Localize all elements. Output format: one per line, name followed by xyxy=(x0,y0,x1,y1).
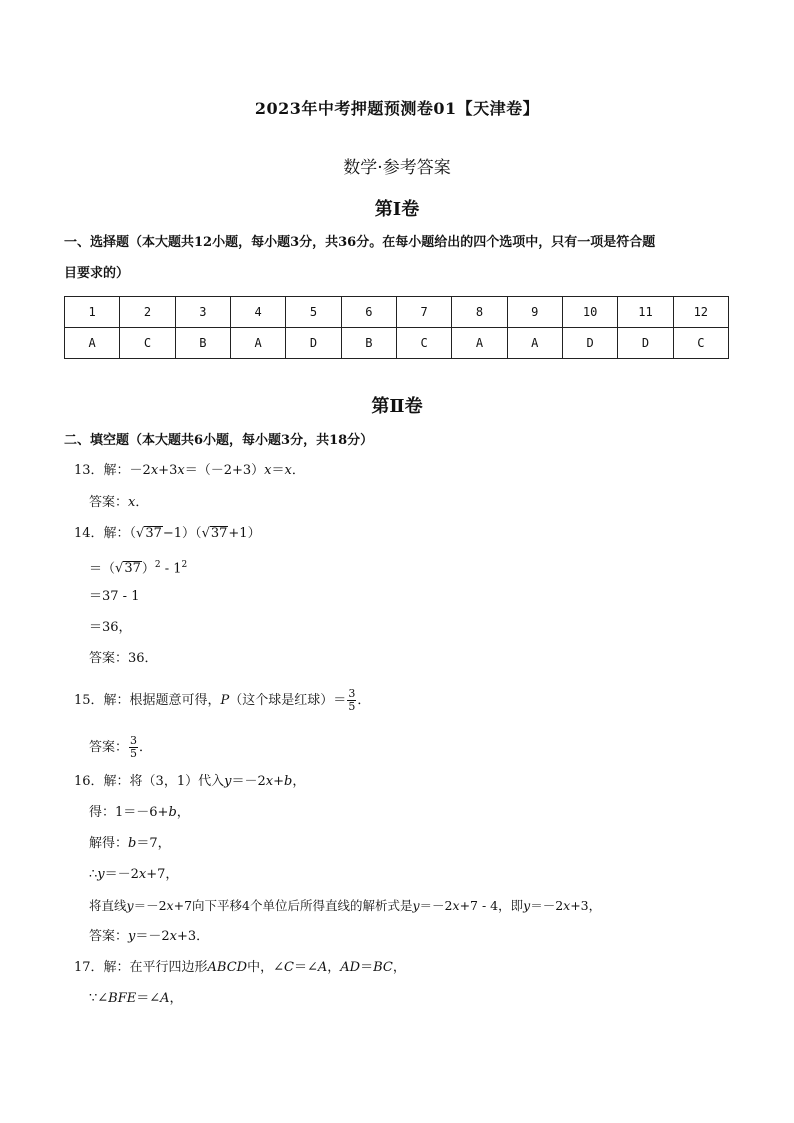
q14-step-line xyxy=(89,556,187,578)
q16-step-line xyxy=(89,804,190,822)
text-segment: ＝（ xyxy=(89,561,116,577)
q14-step-line: ＝37 - 1 xyxy=(89,589,140,604)
variable: y xyxy=(224,774,232,789)
text-segment: ． xyxy=(139,740,153,755)
variable: x xyxy=(177,463,185,478)
answer-cell: A xyxy=(230,328,285,359)
part1-heading-line2: 目要求的） xyxy=(64,266,130,281)
text-segment: 14．解：（ xyxy=(74,526,137,541)
q14-step-line: ＝36， xyxy=(89,620,132,635)
answer-cell: B xyxy=(341,328,396,359)
text-segment: ． xyxy=(357,693,371,708)
text-segment: ） xyxy=(141,561,155,577)
text-segment: +3． xyxy=(177,929,210,944)
answer-cell: A xyxy=(65,328,120,359)
question-number-cell: 2 xyxy=(120,297,175,328)
variable: ABCD xyxy=(207,960,248,975)
fraction-numerator: 3 xyxy=(348,687,356,700)
exponent: 2 xyxy=(154,560,161,570)
answer-cell: D xyxy=(618,328,673,359)
text-segment: 15．解：根据题意可得， xyxy=(74,693,221,708)
variable: y xyxy=(97,867,105,882)
text-segment: ＝ xyxy=(360,960,374,975)
variable: BC xyxy=(373,960,393,975)
answer-cell: A xyxy=(507,328,562,359)
text-segment: 16．解：将（3，1）代入 xyxy=(74,774,225,789)
q17-step-line xyxy=(89,990,183,1008)
answer-cell: C xyxy=(673,328,728,359)
text-segment: ， xyxy=(169,991,183,1006)
variable: x xyxy=(284,463,292,478)
variable: b xyxy=(283,774,293,789)
q15-answer-line xyxy=(89,735,152,760)
text-segment: +3 xyxy=(158,463,178,478)
variable: x xyxy=(128,495,136,510)
sqrt-symbol: √37 xyxy=(136,526,162,541)
text-segment: ＝－2 xyxy=(231,774,266,789)
q13-solution-line xyxy=(74,462,305,480)
q15-solution-line xyxy=(74,688,370,713)
document-subtitle: 数学·参考答案 xyxy=(343,158,451,178)
variable: x xyxy=(452,898,460,913)
fraction xyxy=(347,688,356,713)
text-segment: ， xyxy=(292,774,306,789)
variable: BFE xyxy=(108,991,137,1006)
text-segment: +7， xyxy=(146,867,179,882)
text-segment: −1）（ xyxy=(162,526,202,541)
therefore-symbol: ∴ xyxy=(89,867,98,882)
part1-heading-line1: 一、选择题（本大题共12小题，每小题3分，共36分。在每小题给出的四个选项中，只有一项是符合题 xyxy=(64,235,656,250)
text-segment: +7向下平移4个单位后所得直线的解析式是 xyxy=(173,898,413,913)
text-segment: 解得： xyxy=(89,836,129,851)
answer-table xyxy=(64,296,729,359)
text-segment: ， xyxy=(327,960,341,975)
text-segment: ＝－2 xyxy=(419,898,453,913)
text-segment: ＝∠ xyxy=(293,960,318,975)
text-segment: 得：1＝－6+ xyxy=(89,805,169,820)
text-segment: +3， xyxy=(570,898,602,913)
text-segment: ＝－2 xyxy=(530,898,564,913)
answer-label: 答案： xyxy=(89,495,129,510)
volume-2-heading: 第Ⅱ卷 xyxy=(371,396,423,417)
q17-solution-line xyxy=(74,959,406,977)
text-segment: ＝ xyxy=(271,463,285,478)
q14-answer-line: 答案：36． xyxy=(89,651,158,666)
fraction-denominator: 5 xyxy=(348,700,356,713)
q16-solution-line xyxy=(74,773,305,791)
text-segment: +7 - 4，即 xyxy=(459,898,524,913)
q16-step-line xyxy=(89,835,171,853)
text-segment: ＝－2 xyxy=(104,867,139,882)
text-segment: - 1 xyxy=(160,561,182,577)
answer-label: 答案： xyxy=(89,740,129,755)
answer-cell: D xyxy=(286,328,341,359)
sqrt-symbol: √37 xyxy=(201,526,228,541)
variable: x xyxy=(169,929,177,944)
text-segment: 将直线 xyxy=(89,898,127,913)
text-segment: （这个球是红球）＝ xyxy=(229,693,347,708)
variable: x xyxy=(265,774,274,789)
answer-cell: C xyxy=(396,328,451,359)
question-number-cell: 9 xyxy=(507,297,562,328)
variable: x xyxy=(264,463,272,478)
sqrt-symbol: √37 xyxy=(115,561,141,577)
variable: C xyxy=(284,960,294,975)
radicand: 37 xyxy=(210,526,228,541)
answer-table-answer-row xyxy=(65,328,729,359)
variable: P xyxy=(220,693,230,708)
text-segment: ， xyxy=(176,805,190,820)
volume-1-heading: 第Ⅰ卷 xyxy=(374,199,420,220)
answer-cell: B xyxy=(175,328,230,359)
fraction-denominator: 5 xyxy=(130,747,138,760)
text-segment: 13．解：－2 xyxy=(74,463,151,478)
because-symbol: ∵∠ xyxy=(89,991,109,1006)
text-segment: ， xyxy=(392,960,406,975)
variable: x xyxy=(563,898,571,913)
question-number-cell: 8 xyxy=(452,297,507,328)
answer-cell: D xyxy=(562,328,617,359)
variable: AD xyxy=(340,960,361,975)
variable: y xyxy=(523,898,531,913)
fraction xyxy=(129,735,138,760)
fraction-numerator: 3 xyxy=(130,734,138,747)
question-number-cell: 3 xyxy=(175,297,230,328)
variable: x xyxy=(150,463,159,478)
q14-solution-line xyxy=(74,525,261,543)
question-number-cell: 11 xyxy=(618,297,673,328)
question-number-cell: 5 xyxy=(286,297,341,328)
answer-cell: C xyxy=(120,328,175,359)
text-segment: 中，∠ xyxy=(247,960,285,975)
text-segment: ＝－2 xyxy=(133,898,167,913)
text-segment: ． xyxy=(291,463,305,478)
q16-step-line xyxy=(89,897,601,915)
question-number-cell: 7 xyxy=(396,297,451,328)
text-segment: ＝－2 xyxy=(135,929,170,944)
variable: A xyxy=(160,991,170,1006)
question-number-cell: 1 xyxy=(65,297,120,328)
variable: y xyxy=(128,929,136,944)
q13-answer-line xyxy=(89,494,148,512)
answer-label: 答案： xyxy=(89,929,129,944)
question-number-cell: 4 xyxy=(230,297,285,328)
question-number-cell: 12 xyxy=(673,297,728,328)
text-segment: ． xyxy=(135,495,149,510)
text-segment: 17．解：在平行四边形 xyxy=(74,960,208,975)
q16-answer-line xyxy=(89,928,209,946)
question-number-cell: 10 xyxy=(562,297,617,328)
variable: b xyxy=(168,805,177,820)
variable: A xyxy=(317,960,328,975)
text-segment: + xyxy=(273,774,284,789)
part2-heading: 二、填空题（本大题共6小题，每小题3分，共18分） xyxy=(64,433,374,448)
variable: x xyxy=(138,867,147,882)
text-segment: +1） xyxy=(228,526,261,541)
text-segment: ＝7， xyxy=(136,836,171,851)
variable: b xyxy=(128,836,137,851)
text-segment: ＝∠ xyxy=(136,991,161,1006)
variable: x xyxy=(166,898,174,913)
variable: y xyxy=(126,898,134,913)
radicand: 37 xyxy=(145,526,162,541)
answer-table-number-row xyxy=(65,297,729,328)
variable: y xyxy=(412,898,420,913)
question-number-cell: 6 xyxy=(341,297,396,328)
document-title: 2023年中考押题预测卷01【天津卷】 xyxy=(254,99,540,118)
answer-cell: A xyxy=(452,328,507,359)
q16-step-line xyxy=(89,866,178,884)
radicand: 37 xyxy=(124,561,141,577)
exponent: 2 xyxy=(181,560,188,570)
text-segment: ＝（－2+3） xyxy=(184,463,265,478)
